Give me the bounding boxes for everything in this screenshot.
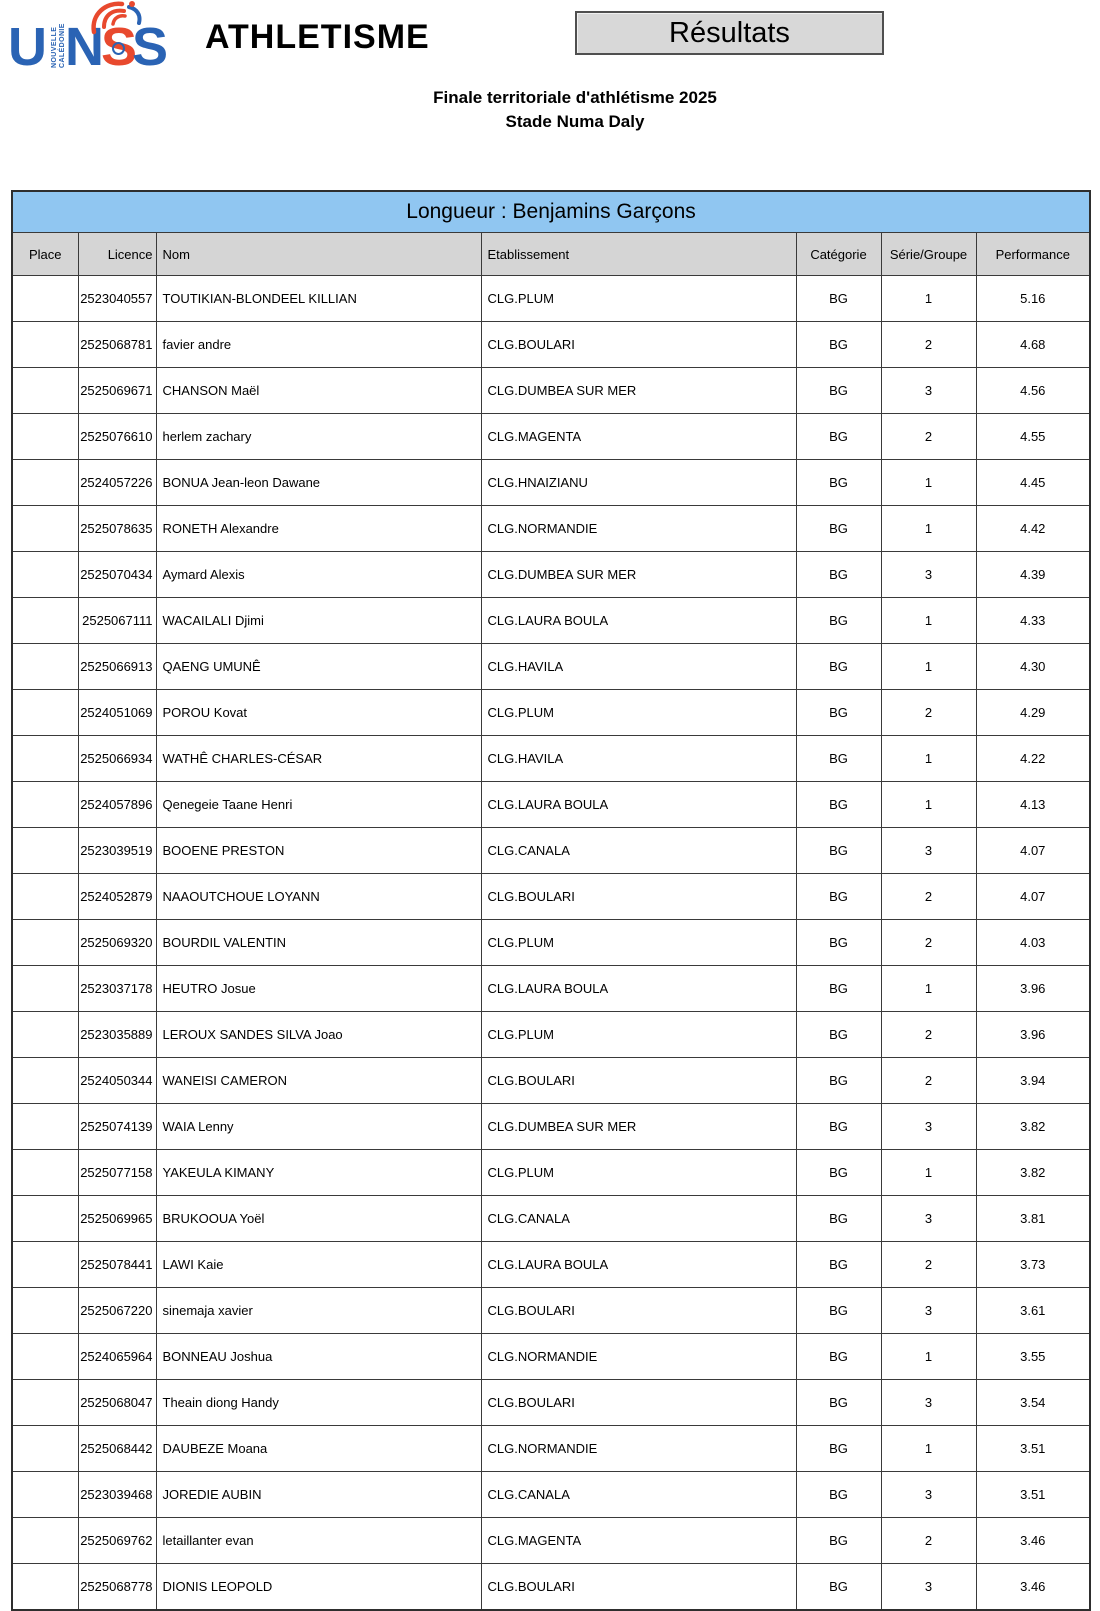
performance-cell: 4.39 — [976, 552, 1090, 598]
school-cell: CLG.BOULARI — [481, 1564, 796, 1611]
category-cell: BG — [796, 736, 881, 782]
name-cell: DAUBEZE Moana — [156, 1426, 481, 1472]
table-row — [12, 598, 1090, 644]
licence-cell: 2524050344 — [78, 1058, 156, 1104]
performance-cell: 4.55 — [976, 414, 1090, 460]
table-row — [12, 1196, 1090, 1242]
name-cell: BRUKOOUA Yoël — [156, 1196, 481, 1242]
school-cell: CLG.BOULARI — [481, 1288, 796, 1334]
event-subtitle-line1: Finale territoriale d'athlétisme 2025 — [433, 88, 717, 107]
school-cell: CLG.HAVILA — [481, 736, 796, 782]
place-cell — [12, 1288, 78, 1334]
category-cell: BG — [796, 1334, 881, 1380]
place-cell — [12, 276, 78, 322]
place-cell — [12, 874, 78, 920]
school-cell: CLG.PLUM — [481, 920, 796, 966]
performance-cell: 3.73 — [976, 1242, 1090, 1288]
place-cell — [12, 368, 78, 414]
table-row — [12, 782, 1090, 828]
name-cell: Theain diong Handy — [156, 1380, 481, 1426]
column-header-nom: Nom — [156, 233, 481, 276]
place-cell — [12, 322, 78, 368]
series-cell: 2 — [881, 322, 976, 368]
school-cell: CLG.BOULARI — [481, 1380, 796, 1426]
place-cell — [12, 1426, 78, 1472]
performance-cell: 4.33 — [976, 598, 1090, 644]
school-cell: CLG.NORMANDIE — [481, 1426, 796, 1472]
category-cell: BG — [796, 1104, 881, 1150]
school-cell: CLG.BOULARI — [481, 1058, 796, 1104]
school-cell: CLG.DUMBEA SUR MER — [481, 1104, 796, 1150]
logo-letter-s1: S — [101, 17, 136, 77]
series-cell: 1 — [881, 966, 976, 1012]
licence-cell: 2525066913 — [78, 644, 156, 690]
performance-cell: 5.16 — [976, 276, 1090, 322]
place-cell — [12, 1472, 78, 1518]
category-cell: BG — [796, 782, 881, 828]
name-cell: POROU Kovat — [156, 690, 481, 736]
page-title: ATHLETISME — [205, 18, 430, 56]
category-cell: BG — [796, 644, 881, 690]
series-cell: 1 — [881, 736, 976, 782]
name-cell: WATHÊ CHARLES-CÉSAR — [156, 736, 481, 782]
place-cell — [12, 552, 78, 598]
series-cell: 1 — [881, 598, 976, 644]
licence-cell: 2523037178 — [78, 966, 156, 1012]
series-cell: 3 — [881, 1104, 976, 1150]
name-cell: NAAOUTCHOUE LOYANN — [156, 874, 481, 920]
name-cell: BONUA Jean-leon Dawane — [156, 460, 481, 506]
category-cell: BG — [796, 1058, 881, 1104]
category-cell: BG — [796, 414, 881, 460]
performance-cell: 4.03 — [976, 920, 1090, 966]
licence-cell: 2525074139 — [78, 1104, 156, 1150]
table-row — [12, 322, 1090, 368]
series-cell: 1 — [881, 506, 976, 552]
performance-cell: 3.61 — [976, 1288, 1090, 1334]
series-cell: 1 — [881, 460, 976, 506]
category-cell: BG — [796, 966, 881, 1012]
series-cell: 1 — [881, 782, 976, 828]
performance-cell: 3.96 — [976, 1012, 1090, 1058]
series-cell: 3 — [881, 1472, 976, 1518]
name-cell: JOREDIE AUBIN — [156, 1472, 481, 1518]
series-cell: 3 — [881, 1564, 976, 1611]
column-header-row — [12, 233, 1090, 276]
performance-cell: 3.94 — [976, 1058, 1090, 1104]
name-cell: letaillanter evan — [156, 1518, 481, 1564]
series-cell: 2 — [881, 920, 976, 966]
performance-cell: 3.51 — [976, 1472, 1090, 1518]
logo-blue-ring — [112, 42, 125, 55]
name-cell: WACAILALI Djimi — [156, 598, 481, 644]
series-cell: 3 — [881, 1288, 976, 1334]
performance-cell: 4.13 — [976, 782, 1090, 828]
place-cell — [12, 1058, 78, 1104]
table-row — [12, 1334, 1090, 1380]
series-cell: 2 — [881, 690, 976, 736]
table-row — [12, 1426, 1090, 1472]
place-cell — [12, 1012, 78, 1058]
performance-cell: 4.45 — [976, 460, 1090, 506]
series-cell: 1 — [881, 276, 976, 322]
school-cell: CLG.DUMBEA SUR MER — [481, 368, 796, 414]
column-header-etablissement: Etablissement — [481, 233, 796, 276]
place-cell — [12, 598, 78, 644]
place-cell — [12, 1334, 78, 1380]
performance-cell: 4.42 — [976, 506, 1090, 552]
logo-region-text: NOUVELLE CALÉDONIE — [51, 23, 66, 68]
table-row — [12, 552, 1090, 598]
name-cell: YAKEULA KIMANY — [156, 1150, 481, 1196]
licence-cell: 2525069320 — [78, 920, 156, 966]
licence-cell: 2524065964 — [78, 1334, 156, 1380]
licence-cell: 2523039519 — [78, 828, 156, 874]
category-cell: BG — [796, 276, 881, 322]
category-cell: BG — [796, 1380, 881, 1426]
performance-cell: 3.46 — [976, 1518, 1090, 1564]
table-row — [12, 1380, 1090, 1426]
licence-cell: 2525070434 — [78, 552, 156, 598]
name-cell: RONETH Alexandre — [156, 506, 481, 552]
category-cell: BG — [796, 1518, 881, 1564]
name-cell: BOURDIL VALENTIN — [156, 920, 481, 966]
name-cell: Qenegeie Taane Henri — [156, 782, 481, 828]
performance-cell: 3.96 — [976, 966, 1090, 1012]
name-cell: favier andre — [156, 322, 481, 368]
category-cell: BG — [796, 1196, 881, 1242]
performance-cell: 4.56 — [976, 368, 1090, 414]
name-cell: HEUTRO Josue — [156, 966, 481, 1012]
table-row — [12, 736, 1090, 782]
place-cell — [12, 920, 78, 966]
table-title: Longueur : Benjamins Garçons — [12, 191, 1090, 233]
name-cell: Aymard Alexis — [156, 552, 481, 598]
licence-cell: 2525066934 — [78, 736, 156, 782]
category-cell: BG — [796, 1426, 881, 1472]
school-cell: CLG.LAURA BOULA — [481, 782, 796, 828]
column-header-serie-groupe: Série/Groupe — [881, 233, 976, 276]
place-cell — [12, 828, 78, 874]
performance-cell: 4.07 — [976, 828, 1090, 874]
series-cell: 3 — [881, 552, 976, 598]
licence-cell: 2525069762 — [78, 1518, 156, 1564]
licence-cell: 2525068442 — [78, 1426, 156, 1472]
table-row — [12, 644, 1090, 690]
place-cell — [12, 644, 78, 690]
place-cell — [12, 690, 78, 736]
table-row — [12, 1518, 1090, 1564]
place-cell — [12, 782, 78, 828]
table-row — [12, 1012, 1090, 1058]
table-row — [12, 276, 1090, 322]
place-cell — [12, 736, 78, 782]
column-header-place: Place — [12, 233, 78, 276]
licence-cell: 2525067111 — [78, 598, 156, 644]
table-row — [12, 506, 1090, 552]
event-subtitle-line2: Stade Numa Daly — [505, 112, 645, 131]
school-cell: CLG.PLUM — [481, 276, 796, 322]
series-cell: 2 — [881, 1012, 976, 1058]
school-cell: CLG.DUMBEA SUR MER — [481, 552, 796, 598]
category-cell: BG — [796, 1242, 881, 1288]
performance-cell: 3.82 — [976, 1104, 1090, 1150]
place-cell — [12, 506, 78, 552]
place-cell — [12, 1104, 78, 1150]
column-header-licence: Licence — [78, 233, 156, 276]
performance-cell: 4.30 — [976, 644, 1090, 690]
licence-cell: 2525078635 — [78, 506, 156, 552]
table-row — [12, 690, 1090, 736]
table-row — [12, 1472, 1090, 1518]
school-cell: CLG.PLUM — [481, 1150, 796, 1196]
series-cell: 1 — [881, 644, 976, 690]
licence-cell: 2525067220 — [78, 1288, 156, 1334]
table-row — [12, 966, 1090, 1012]
school-cell: CLG.MAGENTA — [481, 414, 796, 460]
table-row — [12, 874, 1090, 920]
performance-cell: 3.81 — [976, 1196, 1090, 1242]
name-cell: CHANSON Maël — [156, 368, 481, 414]
performance-cell: 4.07 — [976, 874, 1090, 920]
table-row — [12, 460, 1090, 506]
category-cell: BG — [796, 1564, 881, 1611]
name-cell: LEROUX SANDES SILVA Joao — [156, 1012, 481, 1058]
logo-letter-u: U — [8, 17, 45, 77]
series-cell: 3 — [881, 828, 976, 874]
category-cell: BG — [796, 1288, 881, 1334]
performance-cell: 4.22 — [976, 736, 1090, 782]
name-cell: sinemaja xavier — [156, 1288, 481, 1334]
place-cell — [12, 1196, 78, 1242]
licence-cell: 2524057226 — [78, 460, 156, 506]
school-cell: CLG.CANALA — [481, 1472, 796, 1518]
school-cell: CLG.CANALA — [481, 828, 796, 874]
school-cell: CLG.HNAIZIANU — [481, 460, 796, 506]
table-row — [12, 828, 1090, 874]
logo-letter-n: N — [65, 17, 102, 77]
licence-cell: 2525068778 — [78, 1564, 156, 1611]
school-cell: CLG.MAGENTA — [481, 1518, 796, 1564]
series-cell: 1 — [881, 1150, 976, 1196]
results-button[interactable]: Résultats — [575, 11, 884, 55]
licence-cell: 2525069965 — [78, 1196, 156, 1242]
school-cell: CLG.PLUM — [481, 690, 796, 736]
table-row — [12, 1058, 1090, 1104]
series-cell: 2 — [881, 1058, 976, 1104]
name-cell: herlem zachary — [156, 414, 481, 460]
place-cell — [12, 1380, 78, 1426]
performance-cell: 3.54 — [976, 1380, 1090, 1426]
performance-cell: 3.55 — [976, 1334, 1090, 1380]
licence-cell: 2525076610 — [78, 414, 156, 460]
series-cell: 2 — [881, 1518, 976, 1564]
place-cell — [12, 966, 78, 1012]
licence-cell: 2525068781 — [78, 322, 156, 368]
name-cell: BOOENE PRESTON — [156, 828, 481, 874]
school-cell: CLG.LAURA BOULA — [481, 598, 796, 644]
category-cell: BG — [796, 322, 881, 368]
event-subtitle — [0, 86, 1100, 134]
table-row — [12, 920, 1090, 966]
category-cell: BG — [796, 1012, 881, 1058]
name-cell: WANEISI CAMERON — [156, 1058, 481, 1104]
name-cell: DIONIS LEOPOLD — [156, 1564, 481, 1611]
performance-cell: 3.82 — [976, 1150, 1090, 1196]
category-cell: BG — [796, 460, 881, 506]
place-cell — [12, 414, 78, 460]
category-cell: BG — [796, 874, 881, 920]
performance-cell: 4.68 — [976, 322, 1090, 368]
school-cell: CLG.PLUM — [481, 1012, 796, 1058]
table-row — [12, 368, 1090, 414]
category-cell: BG — [796, 690, 881, 736]
table-row — [12, 1288, 1090, 1334]
school-cell: CLG.HAVILA — [481, 644, 796, 690]
place-cell — [12, 460, 78, 506]
column-header-performance: Performance — [976, 233, 1090, 276]
name-cell: TOUTIKIAN-BLONDEEL KILLIAN — [156, 276, 481, 322]
results-table — [11, 190, 1091, 1611]
school-cell: CLG.BOULARI — [481, 874, 796, 920]
school-cell: CLG.LAURA BOULA — [481, 1242, 796, 1288]
licence-cell: 2525068047 — [78, 1380, 156, 1426]
series-cell: 1 — [881, 1426, 976, 1472]
table-title-row — [12, 191, 1090, 233]
category-cell: BG — [796, 368, 881, 414]
licence-cell: 2524052879 — [78, 874, 156, 920]
series-cell: 3 — [881, 1380, 976, 1426]
series-cell: 2 — [881, 1242, 976, 1288]
table-row — [12, 1564, 1090, 1611]
series-cell: 1 — [881, 1334, 976, 1380]
category-cell: BG — [796, 920, 881, 966]
licence-cell: 2524051069 — [78, 690, 156, 736]
table-row — [12, 414, 1090, 460]
name-cell: LAWI Kaie — [156, 1242, 481, 1288]
licence-cell: 2524057896 — [78, 782, 156, 828]
licence-cell: 2523040557 — [78, 276, 156, 322]
category-cell: BG — [796, 1472, 881, 1518]
school-cell: CLG.NORMANDIE — [481, 506, 796, 552]
school-cell: CLG.CANALA — [481, 1196, 796, 1242]
name-cell: QAENG UMUNÊ — [156, 644, 481, 690]
school-cell: CLG.NORMANDIE — [481, 1334, 796, 1380]
table-row — [12, 1150, 1090, 1196]
place-cell — [12, 1518, 78, 1564]
licence-cell: 2525069671 — [78, 368, 156, 414]
licence-cell: 2525078441 — [78, 1242, 156, 1288]
performance-cell: 3.51 — [976, 1426, 1090, 1472]
school-cell: CLG.BOULARI — [481, 322, 796, 368]
column-header-categorie: Catégorie — [796, 233, 881, 276]
place-cell — [12, 1150, 78, 1196]
logo-letter-s2: S — [132, 17, 167, 77]
place-cell — [12, 1242, 78, 1288]
licence-cell: 2523035889 — [78, 1012, 156, 1058]
category-cell: BG — [796, 1150, 881, 1196]
unss-logo — [8, 2, 180, 76]
licence-cell: 2523039468 — [78, 1472, 156, 1518]
category-cell: BG — [796, 598, 881, 644]
licence-cell: 2525077158 — [78, 1150, 156, 1196]
category-cell: BG — [796, 506, 881, 552]
performance-cell: 3.46 — [976, 1564, 1090, 1611]
series-cell: 3 — [881, 368, 976, 414]
series-cell: 2 — [881, 874, 976, 920]
name-cell: WAIA Lenny — [156, 1104, 481, 1150]
performance-cell: 4.29 — [976, 690, 1090, 736]
school-cell: CLG.LAURA BOULA — [481, 966, 796, 1012]
table-row — [12, 1104, 1090, 1150]
category-cell: BG — [796, 828, 881, 874]
category-cell: BG — [796, 552, 881, 598]
series-cell: 2 — [881, 414, 976, 460]
series-cell: 3 — [881, 1196, 976, 1242]
place-cell — [12, 1564, 78, 1611]
name-cell: BONNEAU Joshua — [156, 1334, 481, 1380]
cagou-crest-icon — [88, 0, 150, 38]
table-row — [12, 1242, 1090, 1288]
